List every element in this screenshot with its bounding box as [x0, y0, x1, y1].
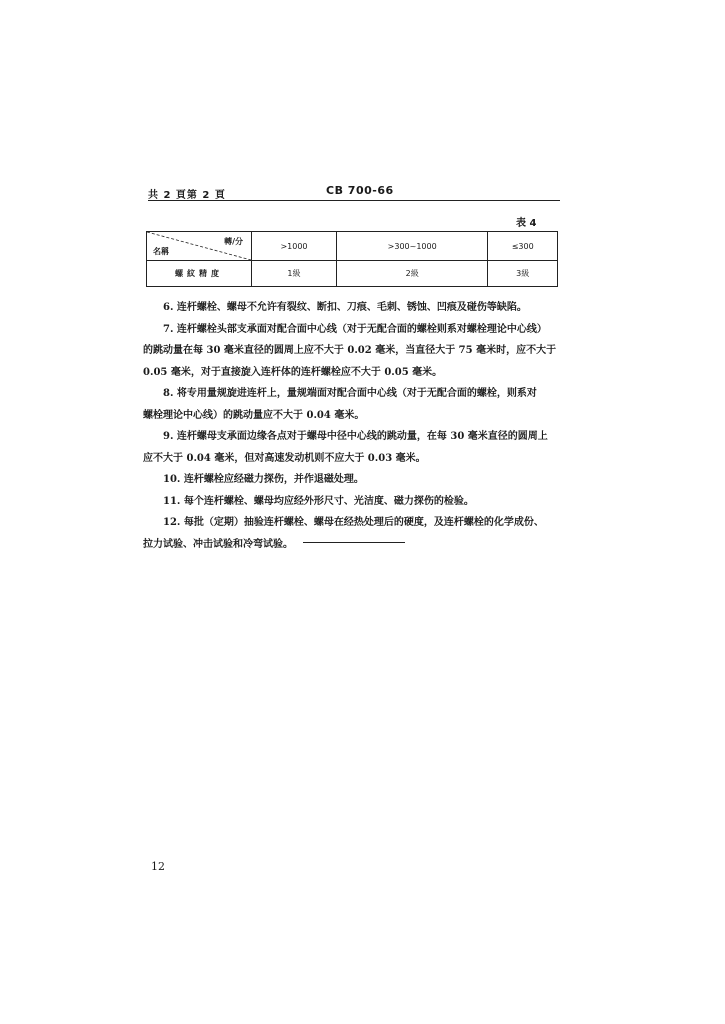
table-header-row [147, 232, 558, 261]
page-count: 共 2 頁第 2 頁 [148, 190, 226, 201]
column-header: >1000 [252, 232, 337, 261]
header-rule [148, 200, 560, 201]
thread-accuracy-table [146, 231, 558, 287]
clause-line: 拉力试验、冲击试验和冷弯试验。 [143, 538, 293, 550]
table-cell: 2級 [336, 261, 487, 287]
page-number: 12 [151, 860, 165, 873]
page-header [148, 183, 560, 201]
column-header: ≤300 [488, 232, 558, 261]
table-cell: 3級 [488, 261, 558, 287]
clause-line: 8. 将专用量规旋进连杆上，量规端面对配合面中心线（对于无配合面的螺栓，则系对 [163, 388, 537, 399]
clause-line: 12. 每批（定期）抽验连杆螺栓、螺母在经热处理后的硬度，及连杆螺栓的化学成份、 [163, 517, 544, 528]
clause-line: 7. 连杆螺栓头部支承面对配合面中心线（对于无配合面的螺栓则系对螺栓理论中心线） [163, 323, 547, 335]
name-label: 名稱 [153, 247, 169, 256]
clause-line: 6. 连杆螺栓、螺母不允许有裂纹、断扣、刀痕、毛刺、锈蚀、凹痕及碰伤等缺陷。 [163, 302, 527, 313]
clause-line: 的跳动量在每 30 毫米直径的圆周上应不大于 0.02 毫米，当直径大于 75 毫米时，应不大于 [143, 345, 557, 356]
column-header: >300~1000 [336, 232, 487, 261]
speed-unit-label: 轉/分 [224, 237, 243, 246]
clause-line: 螺栓理论中心线）的跳动量应不大于 0.04 毫米。 [143, 409, 365, 421]
table-label: 表 4 [516, 218, 537, 229]
clause-line: 0.05 毫米，对于直接旋入连杆体的连杆螺栓应不大于 0.05 毫米。 [143, 366, 443, 378]
clause-line: 11. 每个连杆螺栓、螺母均应经外形尺寸、光洁度、磁力探伤的检验。 [163, 495, 474, 507]
end-rule [303, 542, 405, 543]
clause-line: 10. 连杆螺栓应经磁力探伤，并作退磁处理。 [163, 474, 364, 485]
table-row [147, 261, 558, 287]
table-corner-cell [147, 232, 252, 261]
clause-line: 应不大于 0.04 毫米，但对高速发动机则不应大于 0.03 毫米。 [143, 452, 426, 464]
table-cell: 1級 [252, 261, 337, 287]
clause-line: 9. 连杆螺母支承面边缘各点对于螺母中径中心线的跳动量，在每 30 毫米直径的圆周上 [163, 431, 548, 442]
standard-code: CB 700-66 [326, 184, 394, 197]
clause-list [143, 297, 563, 555]
row-label: 螺紋精度 [147, 261, 252, 287]
